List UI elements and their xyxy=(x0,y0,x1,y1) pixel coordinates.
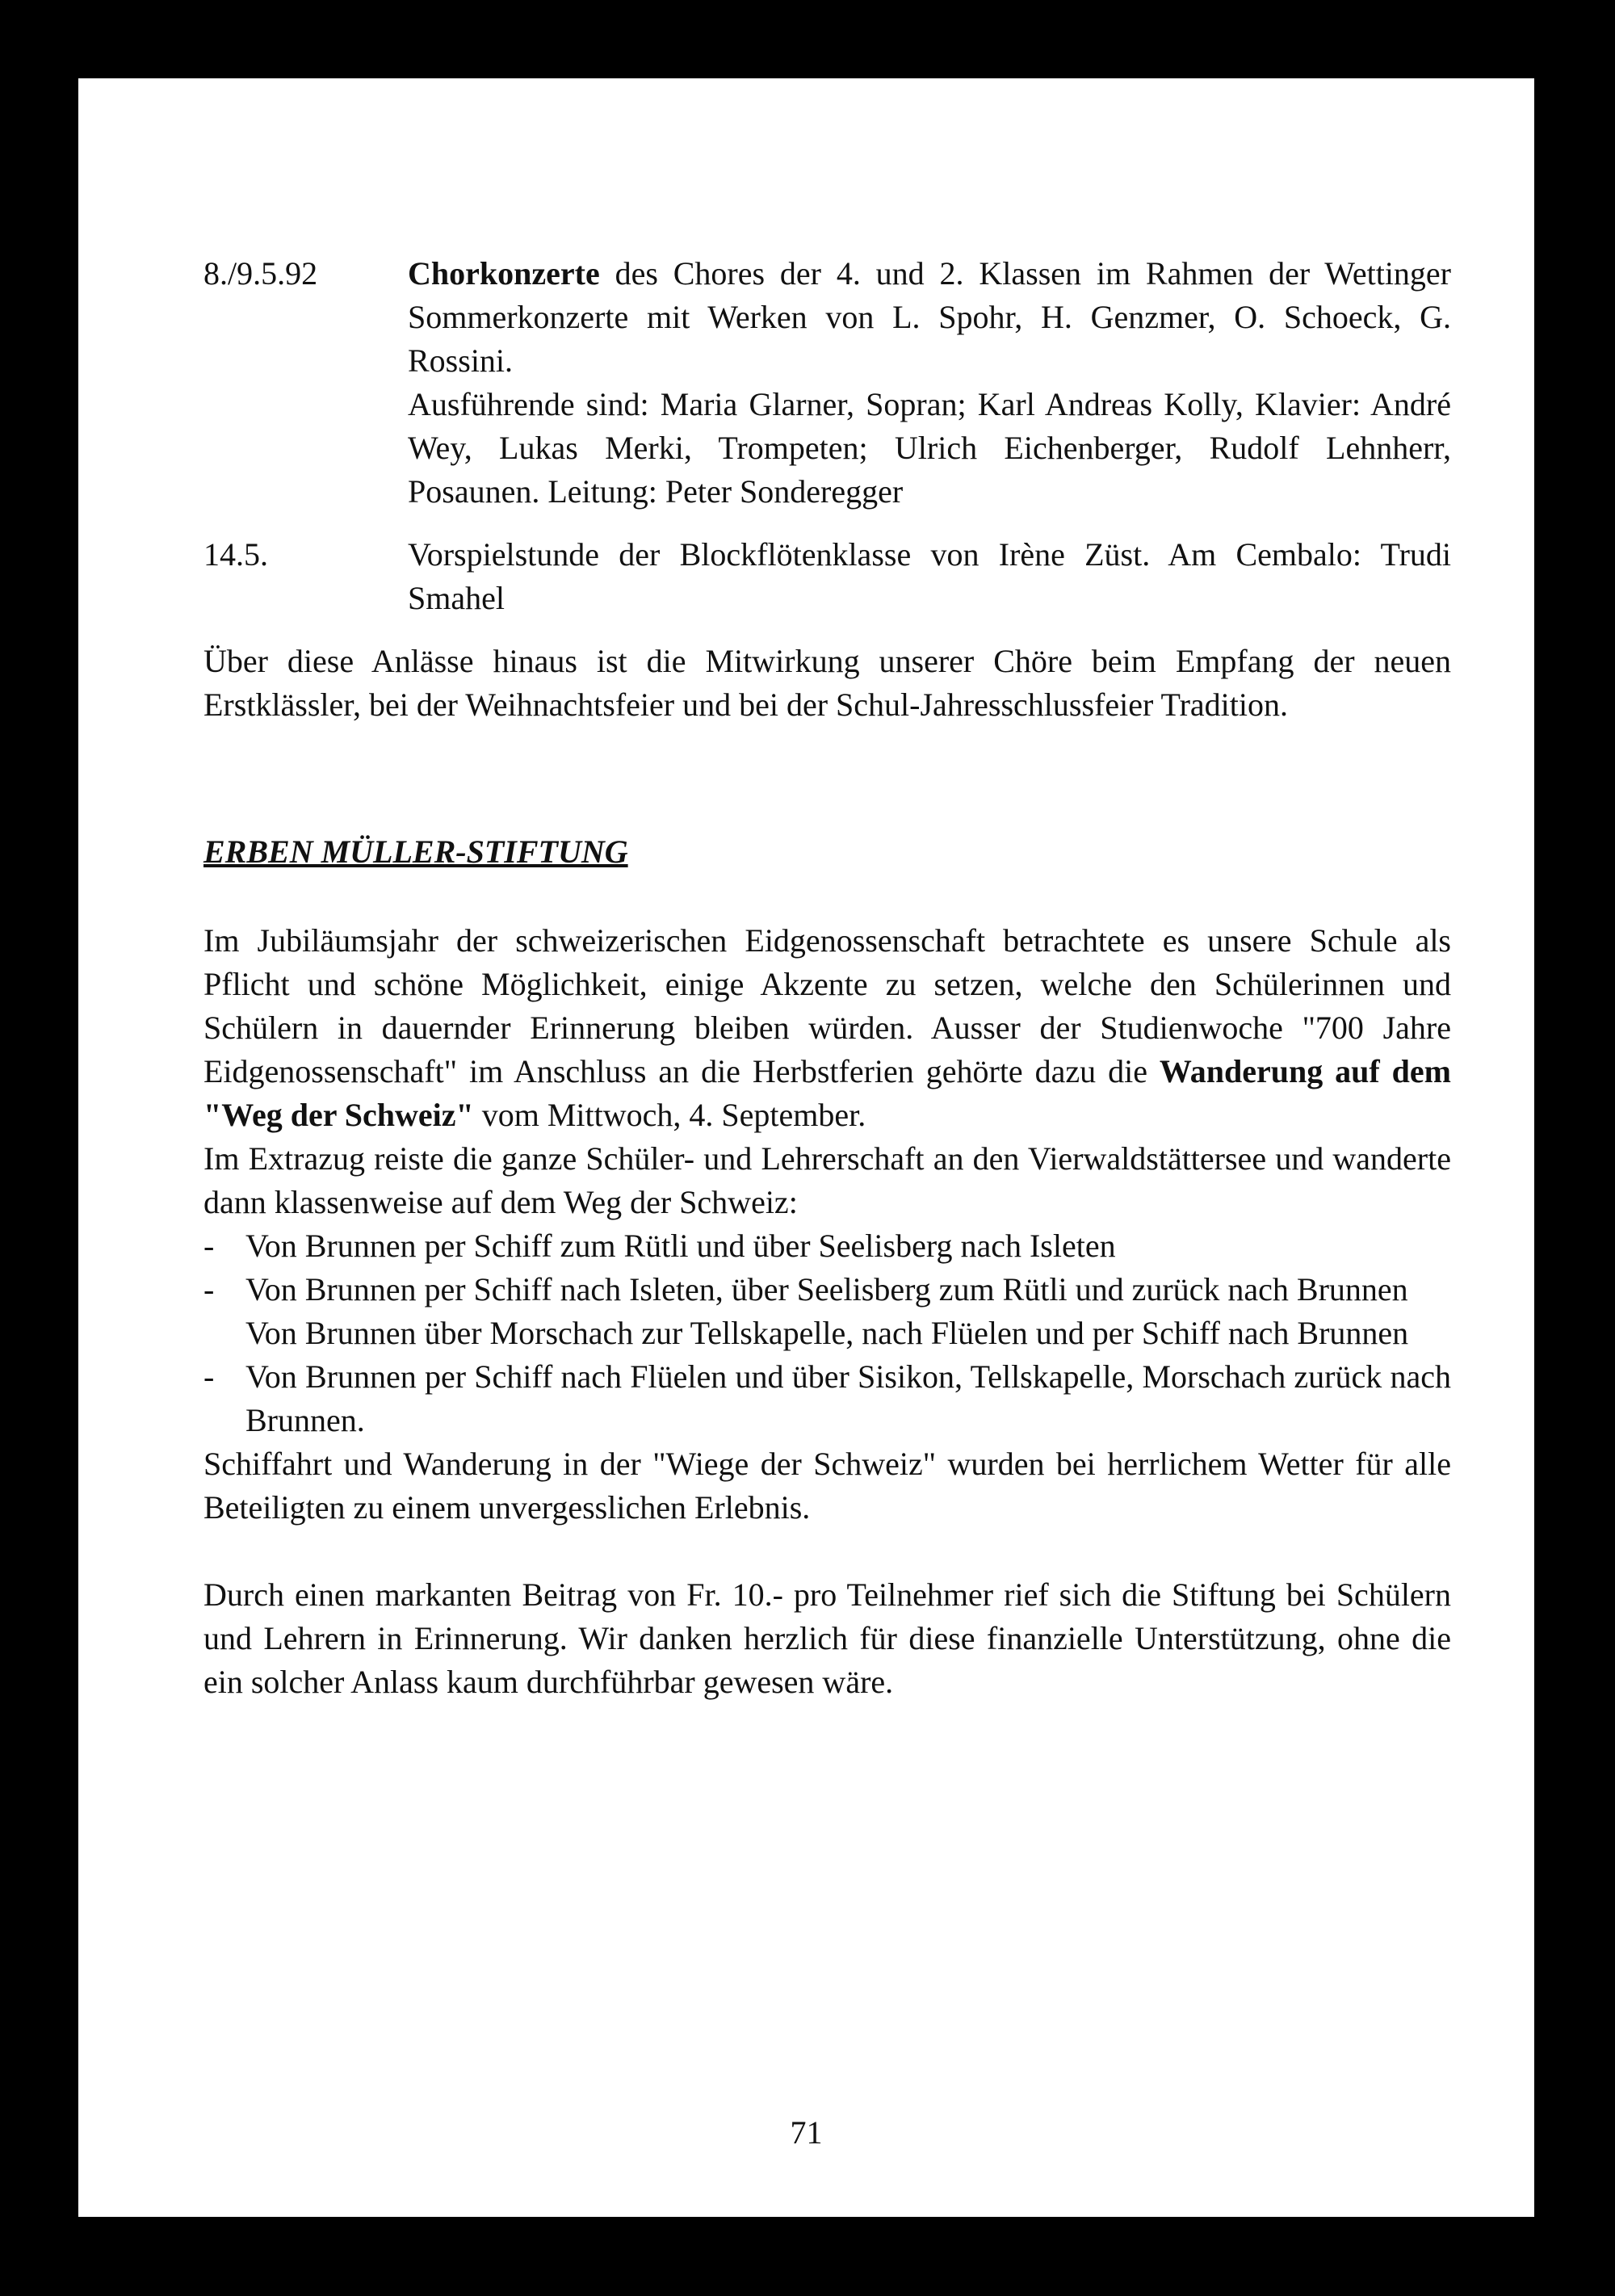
event-description: Vorspielstunde der Blockflötenklasse von Irène Züst. Am Cembalo: Trudi Smahel xyxy=(408,536,1451,616)
event-date: 8./9.5.92 xyxy=(203,255,318,292)
event-performers: Ausführende sind: Maria Glarner, Sopran; Karl Andreas Kolly, Klavier: André Wey, Lukas Merki, Trompeten; Ulrich Eichenberger, Rudolf Lehnherr, Posaunen. Leitung: Peter Sonderegger xyxy=(408,386,1451,510)
intro-text: Im Jubiläumsjahr der schweizerischen Eidgenossenschaft betrachtete es unsere Schule als Pflicht und schöne Möglichkeit, einige Akzente zu setzen, welche den Schülerinnen und Schülern in dauernder Erinnerung bleiben würden. Ausser der Studienwoche "700 Jahre Eidgenossenschaft" im Anschluss an die Herbstferien gehörte dazu die xyxy=(203,922,1451,1089)
intro-highlight: Wanderung auf dem "Weg der Schweiz" xyxy=(203,1053,1451,1133)
list-dash xyxy=(203,1312,245,1355)
event-details: des Chores der 4. und 2. Klassen im Rahmen der Wettinger Sommerkonzerte mit Werken von L. Spohr, H. Genzmer, O. Schoeck, G. Rossini. xyxy=(408,255,1451,379)
list-item xyxy=(203,1355,1451,1442)
event-description xyxy=(408,252,1451,514)
extrazug-paragraph: Im Extrazug reiste die ganze Schüler- und Lehrerschaft an den Vierwaldstättersee und wanderte dann klassenweise auf dem Weg der Schweiz: xyxy=(203,1140,1451,1220)
route-text: Von Brunnen per Schiff nach Isleten, über Seelisberg zum Rütli und zurück nach Brunnen xyxy=(245,1271,1408,1308)
intro-paragraph xyxy=(203,919,1451,1137)
section-heading: ERBEN MÜLLER-STIFTUNG xyxy=(203,833,628,870)
intro-date: vom Mittwoch, 4. September. xyxy=(473,1097,866,1133)
event-date: 14.5. xyxy=(203,536,268,573)
document-page xyxy=(78,78,1534,2217)
route-list xyxy=(203,1224,1451,1442)
list-item xyxy=(203,1312,1451,1355)
route-text: Von Brunnen per Schiff zum Rütli und über Seelisberg nach Isleten xyxy=(245,1228,1116,1264)
route-text: Von Brunnen per Schiff nach Flüelen und über Sisikon, Tellskapelle, Morschach zurück nach Brunnen. xyxy=(245,1358,1451,1438)
page-number: 71 xyxy=(790,2114,823,2151)
summary-paragraph: Über diese Anlässe hinaus ist die Mitwirkung unserer Chöre beim Empfang der neuen Erstklässler, bei der Weihnachtsfeier und bei der Schul-Jahresschlussfeier Tradition. xyxy=(203,643,1451,723)
event-title: Chorkonzerte xyxy=(408,255,600,292)
route-text: Von Brunnen über Morschach zur Tellskapelle, nach Flüelen und per Schiff nach Brunnen xyxy=(245,1315,1409,1351)
conclusion-paragraph: Schiffahrt und Wanderung in der "Wiege der Schweiz" wurden bei herrlichem Wetter für alle Beteiligten zu einem unvergesslichen Erlebnis. xyxy=(203,1446,1451,1526)
list-dash: - xyxy=(203,1358,215,1395)
page-content xyxy=(203,252,1451,1704)
thanks-paragraph: Durch einen markanten Beitrag von Fr. 10.- pro Teilnehmer rief sich die Stiftung bei Schülern und Lehrern in Erinnerung. Wir danken herzlich für diese finanzielle Unterstützung, ohne die ein solcher Anlass kaum durchführbar gewesen wäre. xyxy=(203,1576,1451,1700)
list-dash: - xyxy=(203,1228,215,1264)
list-item xyxy=(203,1224,1451,1268)
event-entry xyxy=(203,252,1451,514)
list-dash: - xyxy=(203,1271,215,1308)
list-item xyxy=(203,1268,1451,1312)
event-entry xyxy=(203,533,1451,620)
